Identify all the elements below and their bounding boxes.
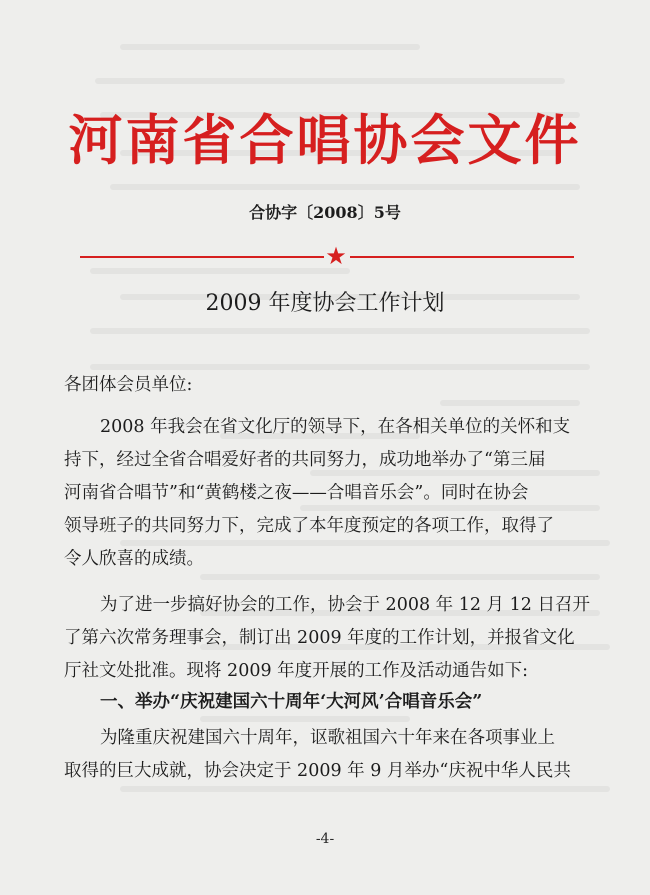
paragraph-line: 2008 年我会在省文化厅的领导下，在各相关单位的关怀和支 <box>100 417 571 437</box>
paragraph-3 <box>64 722 604 788</box>
paragraph-line: 取得的巨大成就，协会决定于 2009 年 9 月举办“庆祝中华人民共 <box>64 761 571 781</box>
paragraph-line: 厅社文处批准。现将 2009 年度开展的工作及活动通告如下: <box>64 661 529 681</box>
paragraph-line: 领导班子的共同努力下，完成了本年度预定的各项工作，取得了 <box>64 516 554 536</box>
paragraph-2 <box>64 589 604 688</box>
red-divider-right <box>350 256 574 258</box>
paragraph-line: 为隆重庆祝建国六十周年，讴歌祖国六十年来在各项事业上 <box>100 728 555 748</box>
salutation: 各团体会员单位: <box>64 375 193 395</box>
paragraph-line: 为了进一步搞好协会的工作，协会于 2008 年 12 月 12 日召开 <box>100 595 590 615</box>
section-heading-text: 一、举办“庆祝建国六十周年‘大河风’合唱音乐会” <box>100 692 483 712</box>
paragraph-line: 河南省合唱节”和“黄鹤楼之夜——合唱音乐会”。同时在协会 <box>64 483 529 503</box>
red-star-icon: ★ <box>325 242 347 270</box>
paragraph-line: 了第六次常务理事会，制订出 2009 年度的工作计划，并报省文化 <box>64 628 575 648</box>
org-document-title: 河南省合唱协会文件 <box>68 108 582 172</box>
section-heading-1 <box>64 686 604 719</box>
paragraph-line: 令人欣喜的成绩。 <box>64 549 204 569</box>
paragraph-line: 持下，经过全省合唱爱好者的共同努力，成功地举办了“第三届 <box>64 450 546 470</box>
plan-title: 2009 年度协会工作计划 <box>205 291 445 316</box>
paragraph-1 <box>64 411 604 576</box>
document-number: 合协字〔2008〕5号 <box>249 203 401 222</box>
red-divider-left <box>80 256 324 258</box>
page-number: -4- <box>315 831 335 847</box>
